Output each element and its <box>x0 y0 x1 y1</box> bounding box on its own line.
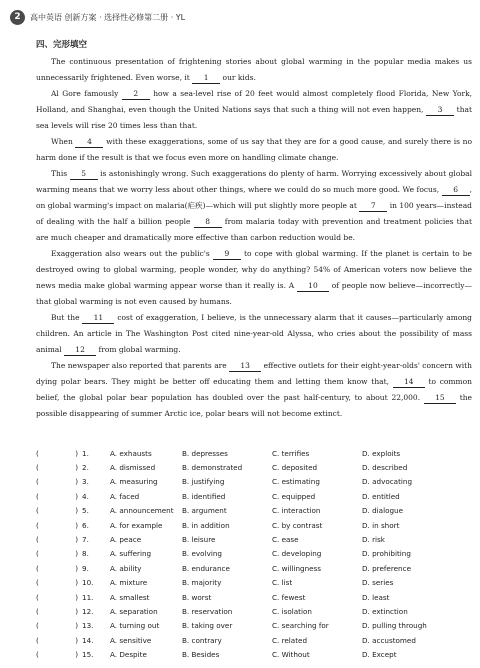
option-d: D. exploits <box>362 448 401 458</box>
passage-text: is astonishingly wrong. Such exaggerations do plenty of harm. Worrying excessively about global warming means that we worry less about other things, where we could do so much more good. We focus, <box>36 169 473 194</box>
question-number: 14. <box>82 635 94 645</box>
option-row <box>36 446 472 460</box>
option-row <box>36 460 472 474</box>
passage-paragraph <box>36 86 472 134</box>
option-b: B. endurance <box>182 563 230 573</box>
question-number: 11. <box>82 592 94 602</box>
passage-text: cost of exaggeration, I believe, is the unnecessary alarm that it causes—particularly among children. An article in The Washington Post cited nine-year-old Alyssa, who cries about the possibility of mass animal <box>36 313 472 354</box>
passage-paragraph <box>36 310 472 358</box>
option-d: D. prohibiting <box>362 549 411 559</box>
passage-paragraph <box>36 166 472 246</box>
option-d: D. in short <box>362 520 400 530</box>
cloze-blank-13: 13 <box>229 360 261 372</box>
passage-text: effective outlets for their eight-year-olds' concern with dying polar bears. They might be better off educating them and letting them know that, <box>36 361 473 386</box>
answer-parentheses[interactable]: ( ) <box>36 549 78 559</box>
cloze-blank-14: 14 <box>393 376 425 388</box>
option-row <box>36 576 472 590</box>
question-number: 8. <box>82 549 89 559</box>
passage-text: The newspaper also reported that parents are <box>51 361 230 370</box>
cloze-blank-12: 12 <box>64 344 96 356</box>
cloze-blank-3: 3 <box>426 104 454 116</box>
option-b: B. Besides <box>182 650 220 660</box>
option-b: B. identified <box>182 491 226 501</box>
option-c: C. willingness <box>272 563 322 573</box>
cloze-blank-8: 8 <box>194 216 222 228</box>
answer-parentheses[interactable]: ( ) <box>36 592 78 602</box>
answer-parentheses[interactable]: ( ) <box>36 520 78 530</box>
option-c: C. by contrast <box>272 520 323 530</box>
question-number: 3. <box>82 477 89 487</box>
passage-text: Al Gore famously <box>51 89 122 98</box>
option-c: C. estimating <box>272 477 320 487</box>
passage-paragraph <box>36 134 472 166</box>
cloze-blank-1: 1 <box>192 72 220 84</box>
option-c: C. searching for <box>272 621 329 631</box>
question-number: 9. <box>82 563 89 573</box>
answer-parentheses[interactable]: ( ) <box>36 635 78 645</box>
passage-text: This <box>51 169 70 178</box>
option-b: B. majority <box>182 578 222 588</box>
option-d: D. accustomed <box>362 635 416 645</box>
option-c: C. fewest <box>272 592 306 602</box>
passage-text: how a sea-level rise of 20 feet would almost completely flood Florida, New York, Holland, and Shanghai, even though the United Nations says that such a thing will not even happen, <box>36 89 473 114</box>
option-a: A. mixture <box>110 578 148 588</box>
option-b: B. in addition <box>182 520 230 530</box>
option-row <box>36 604 472 618</box>
option-a: A. dismissed <box>110 463 156 473</box>
option-c: C. isolation <box>272 606 312 616</box>
option-c: C. developing <box>272 549 322 559</box>
option-b: B. argument <box>182 506 227 516</box>
option-d: D. dialogue <box>362 506 404 516</box>
option-d: D. pulling through <box>362 621 427 631</box>
passage-text: from global warming. <box>96 345 181 354</box>
question-number: 13. <box>82 621 94 631</box>
passage-text: When <box>51 137 76 146</box>
passage-paragraph <box>36 358 472 422</box>
option-a: A. announcement <box>110 506 174 516</box>
option-b: B. taking over <box>182 621 233 631</box>
question-number: 15. <box>82 650 94 660</box>
option-c: C. related <box>272 635 308 645</box>
cloze-blank-7: 7 <box>359 200 387 212</box>
option-c: C. deposited <box>272 463 318 473</box>
option-d: D. risk <box>362 535 385 545</box>
passage-text: to common belief, the global polar bear population has doubled over the past half-century, to about 22,000. <box>36 377 472 402</box>
passage-text: that sea levels will rise 20 times less than that. <box>36 105 473 130</box>
cloze-blank-15: 15 <box>424 392 456 404</box>
passage-paragraph <box>36 246 472 310</box>
answer-parentheses[interactable]: ( ) <box>36 563 78 573</box>
option-row <box>36 619 472 633</box>
answer-parentheses[interactable]: ( ) <box>36 535 78 545</box>
answer-parentheses[interactable]: ( ) <box>36 506 78 516</box>
passage-text: from malaria today with prevention and treatment policies that are much cheaper and dramatically more effective than carbon reduction would be. <box>36 217 473 242</box>
option-row <box>36 489 472 503</box>
option-d: D. entitled <box>362 491 400 501</box>
cloze-blank-4: 4 <box>75 136 103 148</box>
cloze-blank-2: 2 <box>122 88 150 100</box>
option-row <box>36 561 472 575</box>
passage-text: , on global warming's impact on malaria(疟疾)—which will put slightly more people at <box>36 185 472 210</box>
option-a: A. Despite <box>110 650 147 660</box>
option-b: B. evolving <box>182 549 222 559</box>
answer-parentheses[interactable]: ( ) <box>36 650 78 660</box>
question-number: 5. <box>82 506 89 516</box>
option-b: B. depresses <box>182 448 228 458</box>
option-a: A. sensitive <box>110 635 152 645</box>
cloze-passage <box>36 54 472 422</box>
cloze-blank-5: 5 <box>70 168 98 180</box>
options-list <box>36 446 472 662</box>
option-d: D. preference <box>362 563 411 573</box>
option-c: C. interaction <box>272 506 321 516</box>
option-b: B. reservation <box>182 606 233 616</box>
option-d: D. Except <box>362 650 397 660</box>
page-header <box>10 9 185 25</box>
option-a: A. ability <box>110 563 142 573</box>
section-title: 四、完形填空 <box>36 40 88 50</box>
option-c: C. Without <box>272 650 310 660</box>
question-number: 1. <box>82 448 89 458</box>
option-b: B. justifying <box>182 477 225 487</box>
passage-text: Exaggeration also wears out the public's <box>51 249 213 258</box>
option-d: D. extinction <box>362 606 408 616</box>
question-number: 10. <box>82 578 94 588</box>
option-a: A. smallest <box>110 592 150 602</box>
option-c: C. terrifies <box>272 448 310 458</box>
answer-parentheses[interactable]: ( ) <box>36 606 78 616</box>
option-d: D. described <box>362 463 408 473</box>
passage-paragraph <box>36 54 472 86</box>
option-b: B. demonstrated <box>182 463 243 473</box>
question-number: 6. <box>82 520 89 530</box>
page-number-badge: 2 <box>10 10 25 25</box>
option-b: B. contrary <box>182 635 222 645</box>
passage-text: in 100 years—instead of dealing with the half a billion people <box>36 201 472 226</box>
option-d: D. advocating <box>362 477 413 487</box>
answer-parentheses[interactable]: ( ) <box>36 578 78 588</box>
passage-text: with these exaggerations, some of us say that they are for a good cause, and surely there is no harm done if the result is that we focus even more on handling climate change. <box>36 137 472 162</box>
option-a: A. for example <box>110 520 163 530</box>
option-row <box>36 547 472 561</box>
option-row <box>36 475 472 489</box>
option-a: A. faced <box>110 491 140 501</box>
option-row <box>36 532 472 546</box>
option-row <box>36 590 472 604</box>
running-title: 高中英语 创新方案 · 选择性必修第二册 · YL <box>30 12 186 22</box>
answer-parentheses[interactable]: ( ) <box>36 477 78 487</box>
option-row <box>36 518 472 532</box>
cloze-blank-11: 11 <box>82 312 114 324</box>
passage-text: The continuous presentation of frightening stories about global warming in the popular media makes us unnecessarily frightened. Even worse, it <box>36 57 472 82</box>
cloze-blank-9: 9 <box>213 248 241 260</box>
option-a: A. turning out <box>110 621 160 631</box>
option-c: C. equipped <box>272 491 316 501</box>
option-b: B. worst <box>182 592 212 602</box>
option-row <box>36 504 472 518</box>
passage-text: of people now believe—incorrectly—that global warming is not even caused by humans. <box>36 281 472 306</box>
question-number: 7. <box>82 535 89 545</box>
answer-parentheses[interactable]: ( ) <box>36 491 78 501</box>
answer-parentheses[interactable]: ( ) <box>36 448 78 458</box>
option-c: C. list <box>272 578 293 588</box>
cloze-blank-6: 6 <box>442 184 470 196</box>
option-c: C. ease <box>272 535 299 545</box>
option-d: D. least <box>362 592 390 602</box>
cloze-blank-10: 10 <box>297 280 329 292</box>
question-number: 4. <box>82 491 89 501</box>
passage-text: But the <box>51 313 83 322</box>
option-row <box>36 633 472 647</box>
passage-text: our kids. <box>220 73 256 82</box>
question-number: 12. <box>82 606 94 616</box>
option-a: A. separation <box>110 606 158 616</box>
option-row <box>36 647 472 661</box>
option-a: A. exhausts <box>110 448 152 458</box>
passage-text: to cope with global warming. If the planet is certain to be destroyed owing to global warming, people wonder, why do anything? 54% of American voters now believe the news media make global warming appear worse than it really is. A <box>36 249 472 290</box>
option-b: B. leisure <box>182 535 216 545</box>
passage-text: the possible disappearing of summer Arctic ice, polar bears will not become extinct. <box>36 393 472 418</box>
answer-parentheses[interactable]: ( ) <box>36 621 78 631</box>
question-number: 2. <box>82 463 89 473</box>
option-d: D. series <box>362 578 394 588</box>
option-a: A. measuring <box>110 477 158 487</box>
answer-parentheses[interactable]: ( ) <box>36 463 78 473</box>
option-a: A. suffering <box>110 549 152 559</box>
option-a: A. peace <box>110 535 142 545</box>
